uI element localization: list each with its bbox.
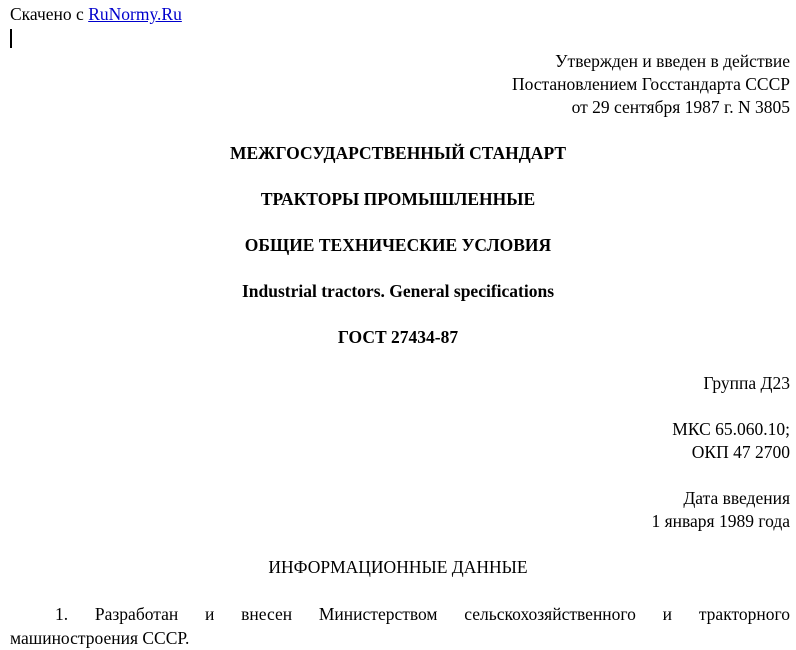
standard-subtitle-heading: ОБЩИЕ ТЕХНИЧЕСКИЕ УСЛОВИЯ (244, 235, 552, 255)
text-cursor (10, 29, 12, 48)
approval-line-3: от 29 сентября 1987 г. N 3805 (571, 97, 790, 117)
info-heading: ИНФОРМАЦИОННЫЕ ДАННЫЕ (268, 557, 528, 577)
standard-name-heading: ТРАКТОРЫ ПРОМЫШЛЕННЫЕ (260, 189, 536, 209)
standard-code: ГОСТ 27434-87 (337, 327, 459, 347)
intro-date-label: Дата введения (683, 488, 790, 508)
classification-block (672, 418, 790, 464)
standard-type-heading: МЕЖГОСУДАРСТВЕННЫЙ СТАНДАРТ (229, 143, 567, 163)
source-prefix: Скачено с (10, 4, 84, 24)
info-item-1-line-1: 1. Разработан и внесен Министерством сельскохозяйственного и тракторного (55, 604, 790, 624)
info-item-1 (10, 602, 790, 650)
english-title: Industrial tractors. General specifications (241, 281, 555, 301)
source-link[interactable]: RuNormy.Ru (88, 4, 182, 24)
mks-code: МКС 65.060.10; (672, 419, 790, 439)
group-label: Группа Д23 (703, 373, 790, 393)
approval-line-1: Утвержден и введен в действие (555, 51, 790, 71)
approval-line-2: Постановлением Госстандарта СССР (511, 74, 790, 94)
intro-date-block (651, 487, 790, 533)
approval-block (512, 50, 790, 119)
intro-date-value: 1 января 1989 года (651, 511, 790, 531)
okp-code: ОКП 47 2700 (691, 442, 790, 462)
info-item-1-line-2: машиностроения СССР. (10, 628, 190, 648)
source-line (10, 4, 182, 25)
